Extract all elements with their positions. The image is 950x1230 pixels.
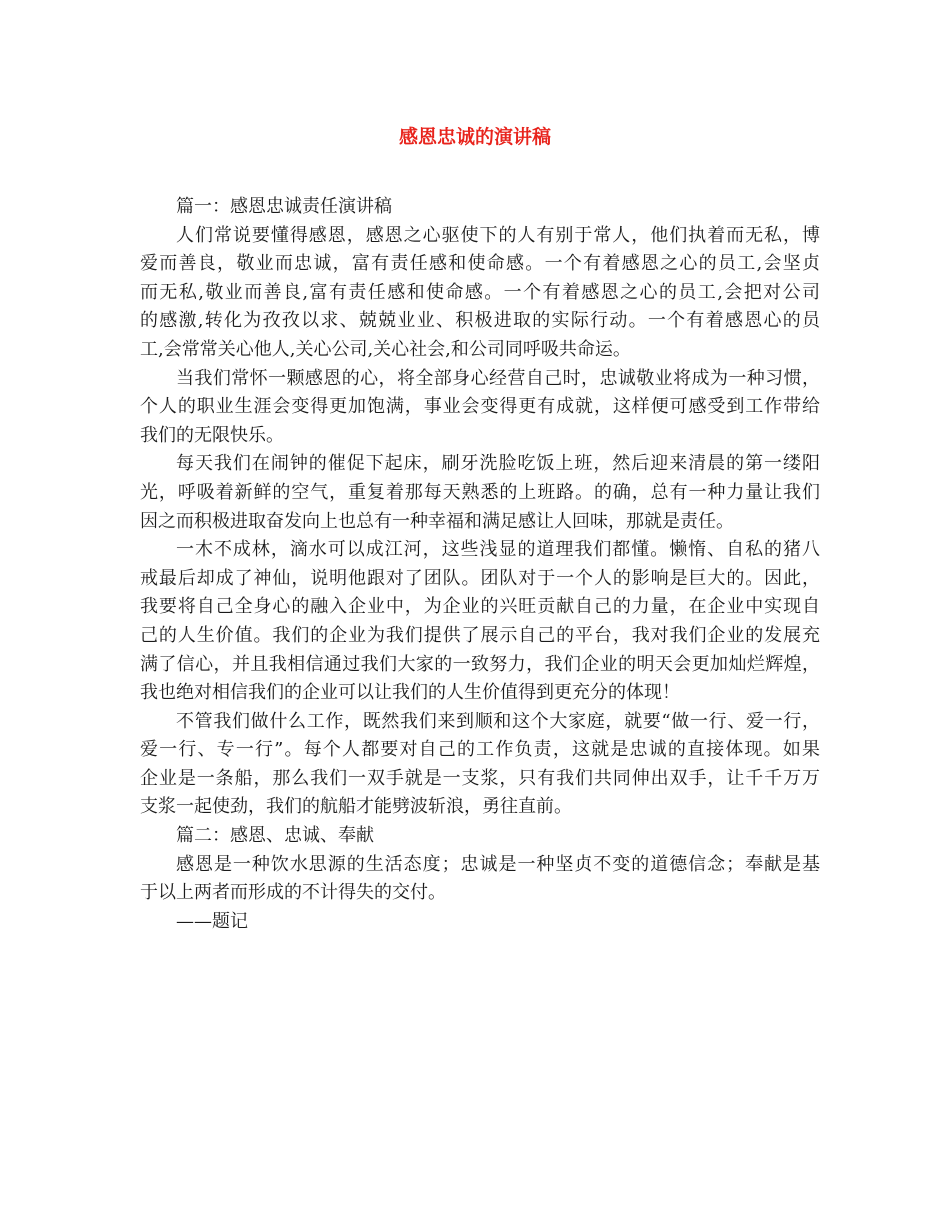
- text-line: 篇一：感恩忠诚责任演讲稿: [176, 196, 392, 217]
- text-line: 篇二：感恩、忠诚、奉献: [176, 825, 374, 847]
- text-line: 的感激,转化为孜孜以求、兢兢业业、积极进取的实际行动。一个有着感恩心的员: [140, 310, 820, 332]
- text-line: 而无私,敬业而善良,富有责任感和使命感。一个有着感恩之心的员工,会把对公司: [140, 281, 820, 303]
- text-line: 工,会常常关心他人,关心公司,关心社会,和公司同呼吸共命运。: [140, 338, 631, 360]
- document-body: [140, 193, 820, 936]
- text-line: 一木不成林，滴水可以成江河，这些浅显的道理我们都懂。懒惰、自私的猪八: [176, 539, 820, 561]
- text-line: 不管我们做什么工作，既然我们来到顺和这个大家庭，就要“做一行、爱一行，: [176, 710, 820, 732]
- text-line: 我要将自己全身心的融入企业中，为企业的兴旺贡献自己的力量，在企业中实现自: [140, 596, 820, 618]
- text-line: 企业是一条船，那么我们一双手就是一支浆，只有我们共同伸出双手，让千千万万: [140, 767, 820, 789]
- text-line: 当我们常怀一颗感恩的心，将全部身心经营自己时，忠诚敬业将成为一种习惯，: [176, 367, 820, 389]
- text-line: 每天我们在闹钟的催促下起床，刷牙洗脸吃饭上班，然后迎来清晨的第一缕阳: [176, 453, 820, 475]
- text-line: 爱一行、专一行”。每个人都要对自己的工作负责，这就是忠诚的直接体现。如果: [140, 739, 820, 761]
- text-line: 己的人生价值。我们的企业为我们提供了展示自己的平台，我对我们企业的发展充: [140, 624, 820, 646]
- text-line: 我也绝对相信我们的企业可以让我们的人生价值得到更充分的体现！: [140, 682, 680, 704]
- text-line: 人们常说要懂得感恩，感恩之心驱使下的人有别于常人，他们执着而无私，博: [176, 224, 820, 246]
- text-line: ——题记: [176, 910, 248, 932]
- text-line: 于以上两者而形成的不计得失的交付。: [140, 882, 446, 904]
- document-title: 感恩忠诚的演讲稿: [398, 126, 551, 148]
- text-line: 感恩是一种饮水思源的生活态度；忠诚是一种坚贞不变的道德信念；奉献是基: [176, 853, 820, 875]
- text-line: 支浆一起使劲，我们的航船才能劈波斩浪，勇往直前。: [140, 796, 572, 818]
- text-line: 光，呼吸着新鲜的空气，重复着那每天熟悉的上班路。的确，总有一种力量让我们: [140, 481, 820, 503]
- text-line: 爱而善良，敬业而忠诚，富有责任感和使命感。一个有着感恩之心的员工,会坚贞: [140, 253, 820, 275]
- text-line: 戒最后却成了神仙，说明他跟对了团队。团队对于一个人的影响是巨大的。因此，: [140, 567, 820, 589]
- text-line: 个人的职业生涯会变得更加饱满，事业会变得更有成就，这样便可感受到工作带给: [140, 396, 820, 418]
- text-line: 我们的无限快乐。: [140, 424, 284, 446]
- text-line: 因之而积极进取奋发向上也总有一种幸福和满足感让人回味，那就是责任。: [140, 510, 734, 532]
- text-line: 满了信心，并且我相信通过我们大家的一致努力，我们企业的明天会更加灿烂辉煌，: [140, 653, 820, 675]
